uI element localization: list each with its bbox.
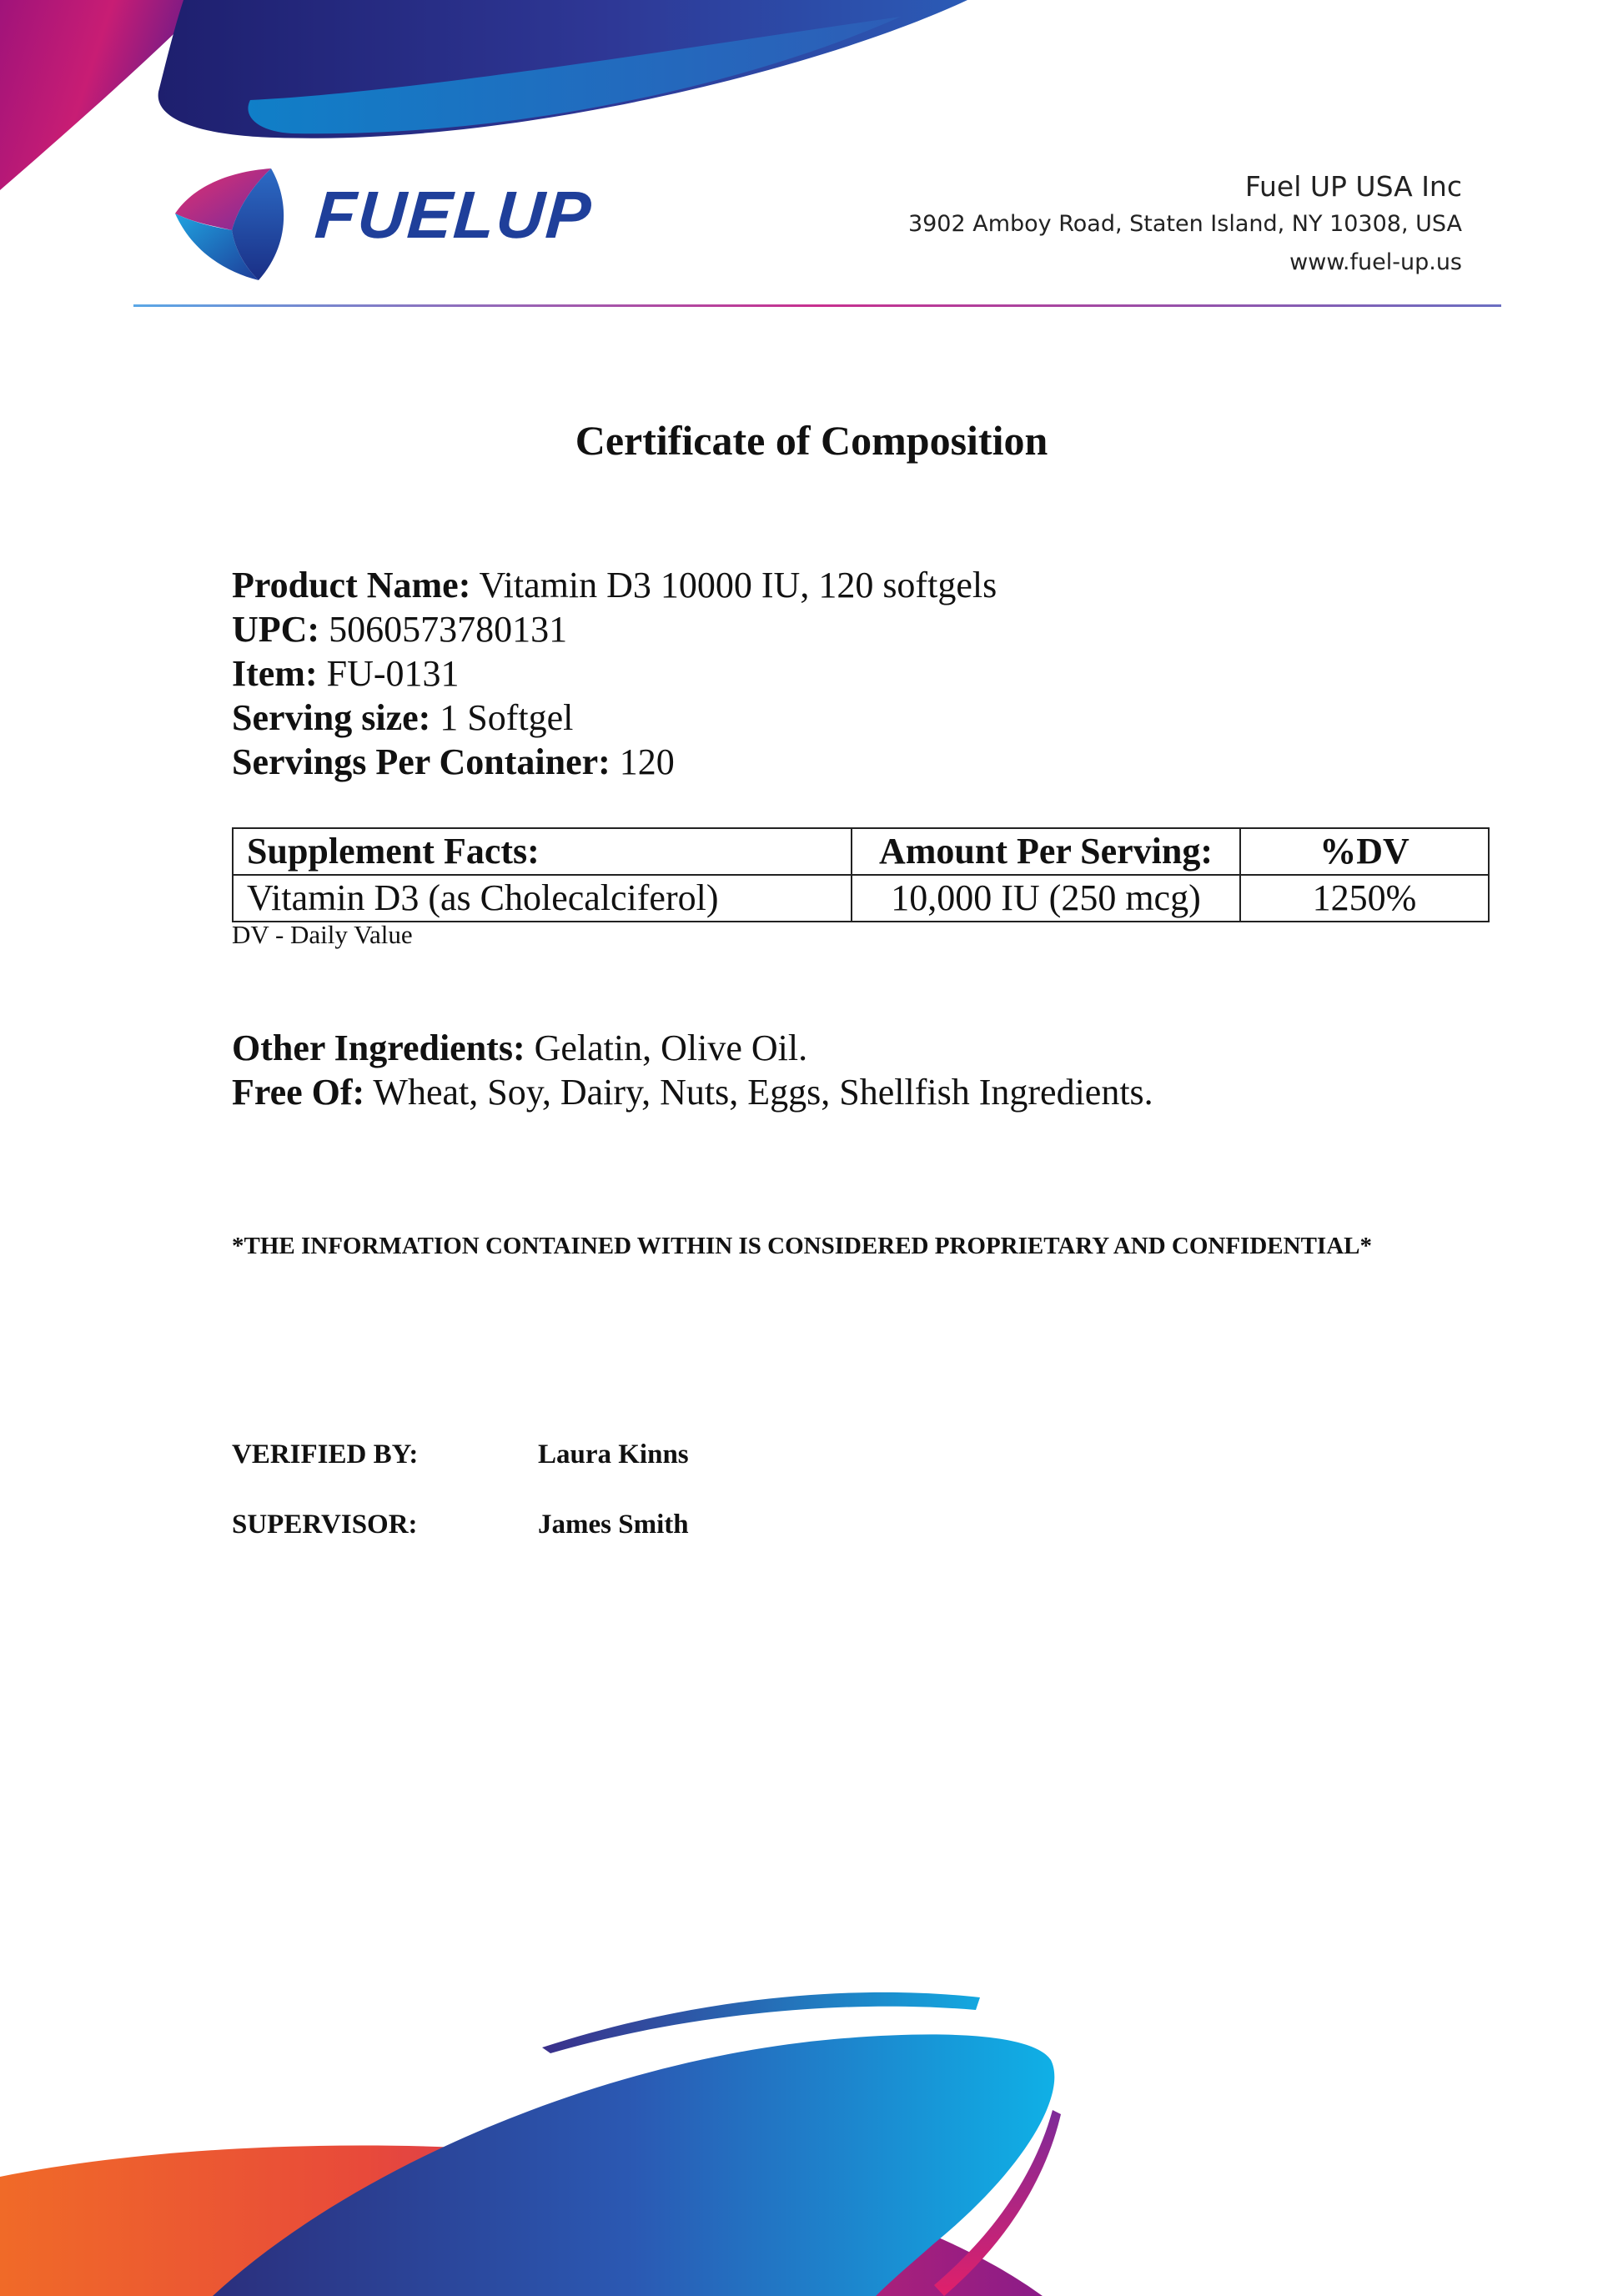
table-row xyxy=(233,875,1489,922)
supervisor-name: James Smith xyxy=(538,1510,689,1540)
servings-per-container-label: Servings Per Container: xyxy=(232,741,611,782)
product-info xyxy=(232,563,997,784)
column-header-supplement-facts: Supplement Facts: xyxy=(233,828,852,875)
other-ingredients-label: Other Ingredients: xyxy=(232,1027,525,1068)
daily-value-note: DV - Daily Value xyxy=(232,920,413,949)
logo-wordmark: FUELUP xyxy=(312,178,595,252)
company-address: 3902 Amboy Road, Staten Island, NY 10308, USA xyxy=(907,211,1462,237)
ingredients-section xyxy=(232,1026,1153,1114)
serving-size-label: Serving size: xyxy=(232,697,431,738)
free-of-label: Free Of: xyxy=(232,1072,365,1113)
confidential-notice: *THE INFORMATION CONTAINED WITHIN IS CONSIDERED PROPRIETARY AND CONFIDENTIAL* xyxy=(232,1233,1372,1259)
serving-size-row xyxy=(232,696,997,740)
column-header-dv: %DV xyxy=(1240,828,1489,875)
table-cell-dv: 1250% xyxy=(1240,875,1489,922)
supplement-facts-table xyxy=(232,827,1490,922)
product-name-row xyxy=(232,563,997,607)
document-title: Certificate of Composition xyxy=(575,417,1048,464)
upc-label: UPC: xyxy=(232,609,320,650)
supervisor-label: SUPERVISOR: xyxy=(232,1510,418,1540)
table-cell-amount: 10,000 IU (250 mcg) xyxy=(852,875,1240,922)
product-name-value: Vitamin D3 10000 IU, 120 softgels xyxy=(470,565,997,605)
verified-by-name: Laura Kinns xyxy=(538,1439,689,1470)
free-of-value: Wheat, Soy, Dairy, Nuts, Eggs, Shellfish Ingredients. xyxy=(364,1072,1153,1113)
servings-per-container-row xyxy=(232,740,997,784)
company-name: Fuel UP USA Inc xyxy=(1244,170,1462,203)
supervisor-row xyxy=(232,1508,689,1541)
other-ingredients-row xyxy=(232,1026,1153,1070)
verified-by-label: VERIFIED BY: xyxy=(232,1439,419,1470)
item-row xyxy=(232,651,997,696)
upc-value: 5060573780131 xyxy=(319,609,568,650)
column-header-amount-per-serving: Amount Per Serving: xyxy=(852,828,1240,875)
free-of-row xyxy=(232,1070,1153,1114)
table-cell-nutrient: Vitamin D3 (as Cholecalciferol) xyxy=(233,875,852,922)
table-header-row xyxy=(233,828,1489,875)
product-name-label: Product Name: xyxy=(232,565,471,605)
item-value: FU-0131 xyxy=(317,653,460,694)
serving-size-value: 1 Softgel xyxy=(430,697,574,738)
header-divider xyxy=(133,304,1501,307)
company-website: www.fuel-up.us xyxy=(1289,249,1462,275)
company-info xyxy=(908,168,1462,282)
other-ingredients-value: Gelatin, Olive Oil. xyxy=(525,1027,808,1068)
servings-per-container-value: 120 xyxy=(610,741,675,782)
fuelup-logo-icon xyxy=(167,163,292,284)
upc-row xyxy=(232,607,997,651)
item-label: Item: xyxy=(232,653,318,694)
company-logo xyxy=(167,163,634,289)
verified-by-row xyxy=(232,1438,689,1471)
